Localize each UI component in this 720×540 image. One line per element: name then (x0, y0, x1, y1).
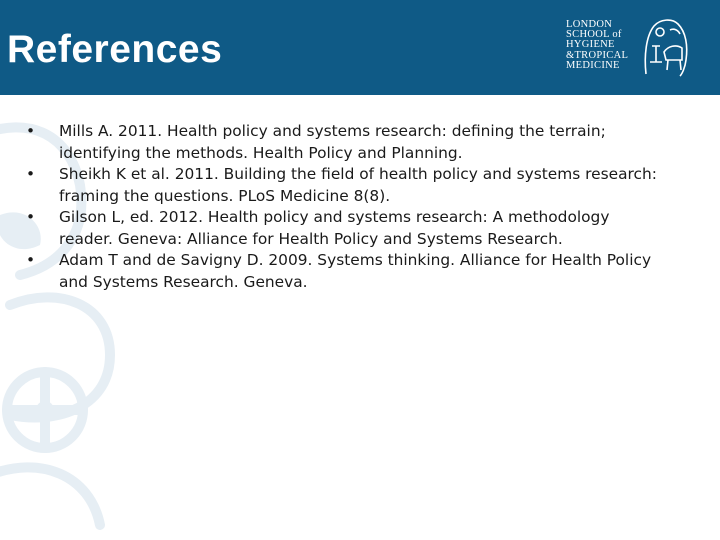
reference-item (26, 250, 666, 293)
reference-item (26, 164, 666, 207)
logo-line: MEDICINE (566, 59, 620, 71)
reference-item (26, 121, 666, 164)
bullet-icon: • (26, 251, 36, 269)
bullet-icon: • (26, 122, 36, 140)
lshtm-seal-icon (640, 16, 692, 78)
reference-text: Mills A. 2011. Health policy and systems research: defining the terrain; identifying the methods. Health Policy and Planning. (59, 122, 606, 162)
reference-text: Gilson L, ed. 2012. Health policy and systems research: A methodology reader. Geneva: Alliance for Health Policy and Systems Research. (59, 208, 610, 248)
bullet-icon: • (26, 165, 36, 183)
logo-line: HYGIENE (566, 39, 615, 51)
header-bar (0, 0, 720, 95)
institution-logo (566, 16, 692, 78)
reference-item (26, 207, 666, 250)
logo-line: LONDON (566, 19, 613, 30)
reference-text: Sheikh K et al. 2011. Building the field of health policy and systems research: framing the questions. PLoS Medicine 8(8). (59, 165, 657, 205)
reference-text: Adam T and de Savigny D. 2009. Systems thinking. Alliance for Health Policy and Systems Research. Geneva. (59, 251, 652, 291)
logo-line: SCHOOL of (566, 29, 622, 41)
logo-line: &TROPICAL (566, 49, 629, 61)
slide-title: References (7, 28, 223, 71)
logo-wordmark (566, 20, 636, 71)
bullet-icon: • (26, 208, 36, 226)
references-list (26, 121, 666, 293)
